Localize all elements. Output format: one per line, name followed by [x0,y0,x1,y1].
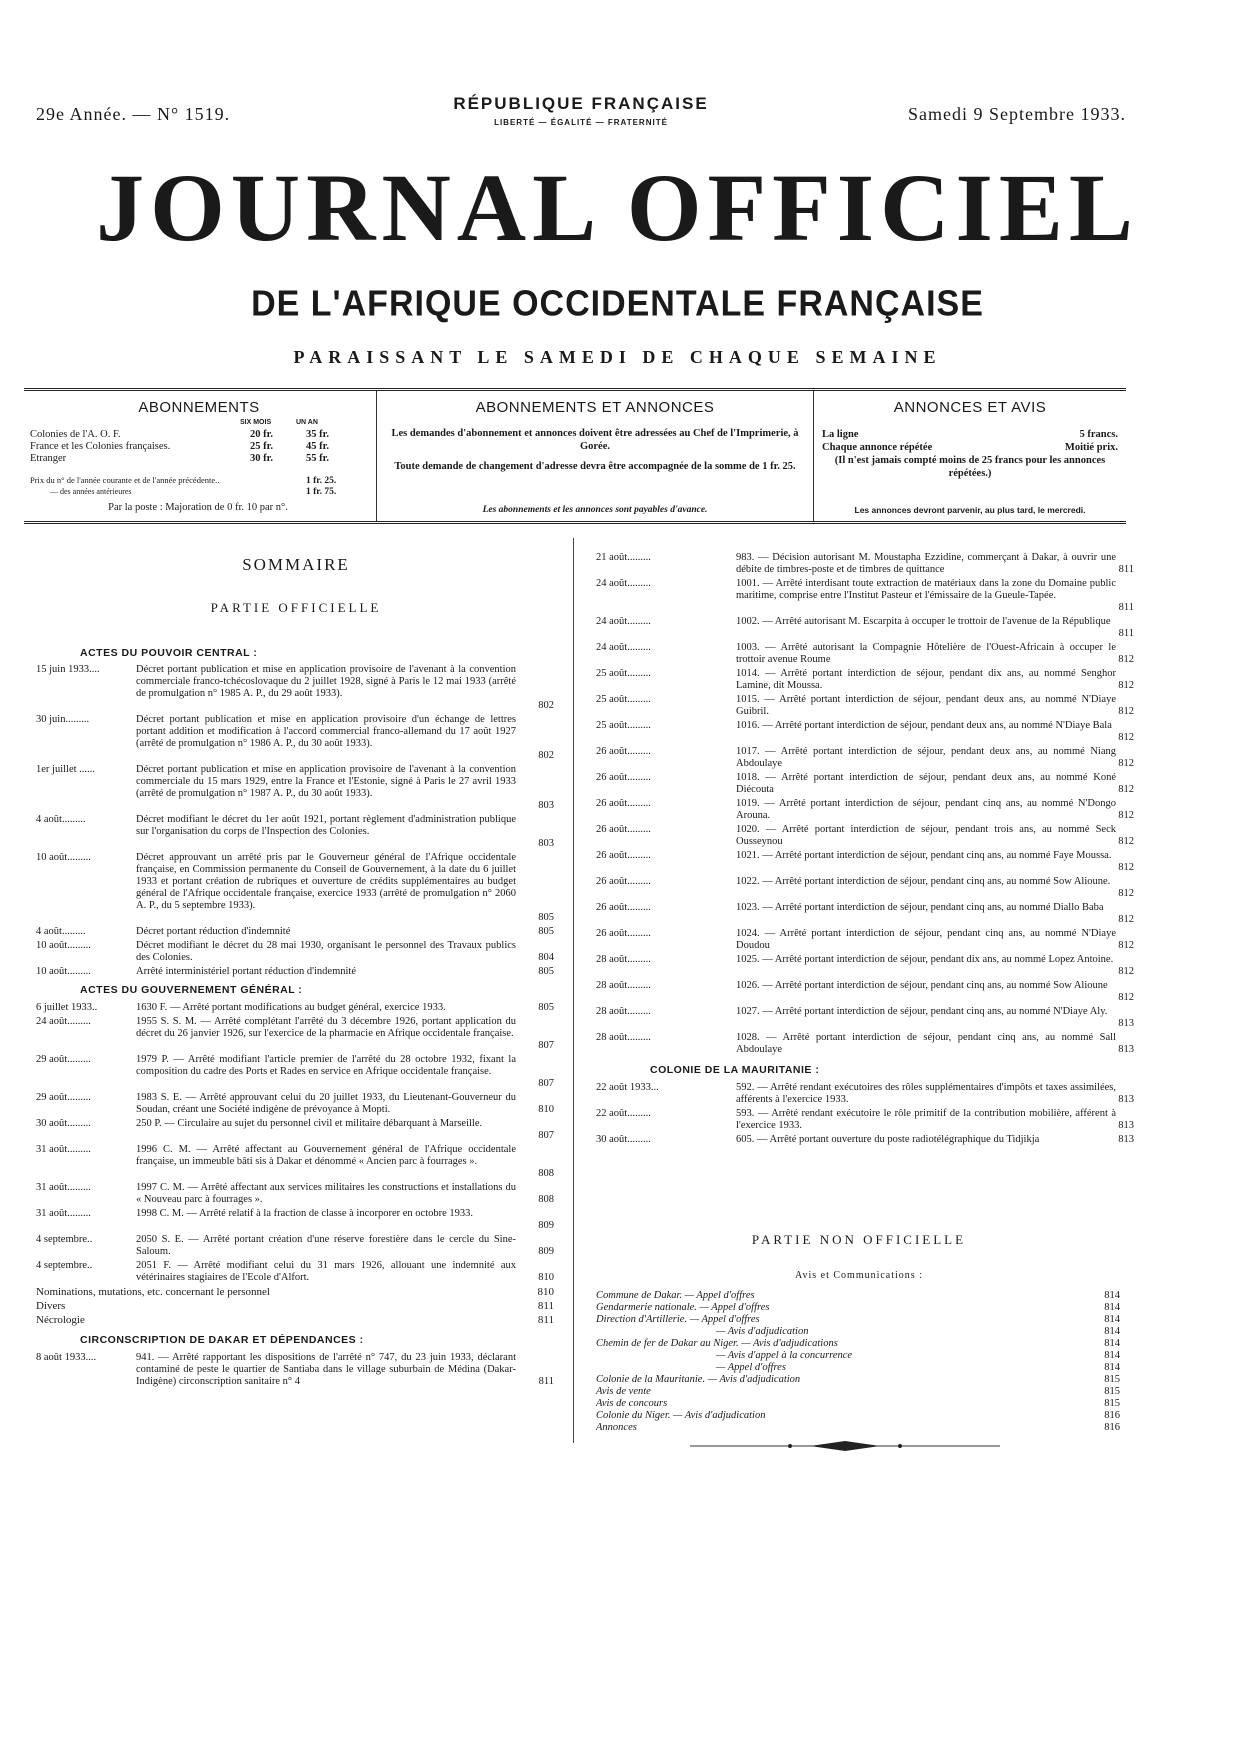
entry-page: 808 [538,1194,554,1205]
misc-entry [36,1314,564,1326]
sommaire-entry [36,664,564,712]
entry-date: 6 juillet 1933.. [36,1002,98,1013]
devise: LIBERTÉ — ÉGALITÉ — FRATERNITÉ [494,118,668,127]
entry-date: 30 août......... [36,1118,91,1129]
entry-text: Annonces [596,1422,637,1433]
sommaire-entry [36,852,564,924]
entry-date: 28 août......... [596,954,651,965]
entry-page: 805 [538,912,554,923]
sommaire-entry [596,720,1134,744]
sommaire-entry [596,616,1134,640]
entry-text: 1018. — Arrêté portant interdiction de séjour, pendant deux ans, au nommé Koné Diécouta [736,772,1116,795]
sommaire-entry [596,850,1134,874]
entry-text: 250 P. — Circulaire au sujet du personnel civil et militaire débarquant à Marseille. [136,1118,483,1129]
entry-date: 28 août......... [596,1032,651,1043]
changement-adresse: Toute demande de changement d'adresse devra être accompagnée de la somme de 1 fr. 25. [394,461,796,473]
journal-subtitle: DE L'AFRIQUE OCCIDENTALE FRANÇAISE [251,284,984,324]
section-dakar: CIRCONSCRIPTION DE DAKAR ET DÉPENDANCES : [80,1334,364,1346]
sommaire-entry [596,1032,1134,1056]
avis-entry [596,1326,1122,1338]
entry-page: 812 [1118,654,1134,665]
abonnements-annonces-column [376,391,814,521]
entry-date: 25 août......... [596,694,651,705]
entry-page: 803 [538,838,554,849]
entry-text: 1028. — Arrêté portant interdiction de séjour, pendant cinq ans, au nommé Sall Abdoulaye [736,1032,1116,1055]
avis-entry [596,1422,1122,1434]
partie-non-officielle-heading: PARTIE NON OFFICIELLE [751,1232,967,1247]
entry-date: 4 août......... [36,926,86,937]
entry-date: 26 août......... [596,824,651,835]
sommaire-entry [36,714,564,762]
entry-text: 1025. — Arrêté portant interdiction de séjour, pendant dix ans, au nommé Lopez Antoine. [736,954,1114,965]
sommaire-entry [596,902,1134,926]
sommaire-entry [36,1182,564,1206]
sommaire-entry [36,1260,564,1284]
entry-text: Décret portant publication et mise en application provisoire de l'avenant à la convention commerciale du 15 mars 1929, entre la France et l'Estonie, signé à Paris le 27 avril 1933 (arrêté de promulgation n° 1987 A. P., du 30 août 1933). [136,764,516,799]
avis-entry [596,1338,1122,1350]
entry-page: 814 [1104,1302,1120,1313]
entry-text: Avis de concours [596,1398,668,1409]
prix-numero: Prix du n° de l'année courante et de l'année précédente.. 1 fr. 25. [30,475,337,486]
sommaire-title: SOMMAIRE [242,555,350,574]
entry-text: Avis de vente [596,1386,651,1397]
entry-text: 1001. — Arrêté interdisant toute extraction de matériaux dans la zone du Domaine public maritime, comprise entre l'Institut Pasteur et l'émissaire de la Gueule-Tapée. [736,578,1116,601]
entry-date: 24 août......... [596,642,651,653]
entry-text: Commune de Dakar. — Appel d'offres [596,1290,755,1301]
entry-date: 31 août......... [36,1182,91,1193]
entry-page: 812 [1118,862,1134,873]
sommaire-entry [36,764,564,812]
sommaire-entry [596,824,1134,848]
section-mauritanie: COLONIE DE LA MAURITANIE : [650,1064,820,1076]
entry-text: Chemin de fer de Dakar au Niger. — Avis d'adjudications [596,1338,838,1349]
entry-date: 8 août 1933.... [36,1352,97,1363]
entry-date: 4 août......... [36,814,86,825]
entry-text: Direction d'Artillerie. — Appel d'offres [596,1314,760,1325]
sommaire-entry [596,876,1134,900]
sommaire-entry [596,552,1134,576]
sommaire-entry [596,578,1134,614]
sommaire-entry [596,1006,1134,1030]
entry-page: 812 [1118,992,1134,1003]
entry-date: 31 août......... [36,1144,91,1155]
entry-text: 1019. — Arrêté portant interdiction de séjour, pendant cinq ans, au nommé N'Dongo Arouna. [736,798,1116,821]
entry-text: 1630 F. — Arrêté portant modifications au budget général, exercice 1933. [136,1002,446,1013]
entry-text: 593. — Arrêté rendant exécutoire le rôle primitif de la contribution mobilière, afférent à l'exercice 1933. [736,1108,1116,1131]
entry-date: 30 juin......... [36,714,90,725]
sommaire-entry [36,940,564,964]
journal-title: JOURNAL OFFICIEL [96,154,1139,261]
republique-heading: RÉPUBLIQUE FRANÇAISE [453,94,709,113]
entry-page: 813 [1118,1094,1134,1105]
entry-page: 807 [538,1078,554,1089]
entry-date: 29 août......... [36,1054,91,1065]
entry-page: 813 [1118,1018,1134,1029]
entry-text: 1997 C. M. — Arrêté affectant aux services militaires les constructions et installations du « Nouveau parc à fourrages ». [136,1182,516,1205]
sommaire-entry [596,1082,1134,1106]
entry-page: 815 [1104,1374,1120,1385]
delai-annonces: Les annonces devront parvenir, au plus tard, le mercredi. [854,505,1086,515]
rate-row: Etranger 30 fr. 55 fr. [30,453,329,464]
adresse-text: Les demandes d'abonnement et annonces doivent être adressées au Chef de l'Imprimerie, à Gorée. [391,428,799,452]
entry-text: 2050 S. E. — Arrêté portant création d'une réserve forestière dans le cercle du Sine-Saloum. [136,1234,516,1257]
masthead-top [36,94,1126,134]
sommaire-entry [36,814,564,850]
entry-text: Arrêté interministériel portant réduction d'indemnité [136,966,356,977]
ligne-tarif: La ligne 5 francs. [822,429,1118,440]
entry-date: 22 août......... [596,1108,651,1119]
ornament-icon [690,1440,1000,1452]
entry-text: 1017. — Arrêté portant interdiction de séjour, pendant deux ans, au nommé Niang Abdoulaye [736,746,1116,769]
entry-page: 811 [538,1376,554,1387]
entry-text: Colonie de la Mauritanie. — Avis d'adjudication [596,1374,801,1385]
entry-date: 4 septembre.. [36,1260,93,1271]
entry-page: 805 [538,926,554,937]
sommaire-entry [36,1234,564,1258]
entry-page: 814 [1104,1326,1120,1337]
entry-date: 24 août......... [596,616,651,627]
entry-page: 814 [1104,1350,1120,1361]
sommaire-entry [36,1054,564,1090]
subscription-box [24,388,1126,524]
sommaire-entry [36,1118,564,1142]
entry-text: 1003. — Arrêté autorisant la Compagnie Hôtelière de l'Ouest-Africain à occuper le trottoir avenue Roume [736,642,1116,665]
entry-text: 1021. — Arrêté portant interdiction de séjour, pendant cinq ans, au nommé Faye Moussa. [736,850,1112,861]
entry-page: 811 [1118,628,1134,639]
entry-date: 4 septembre.. [36,1234,93,1245]
sommaire-entry [596,1108,1134,1132]
entry-text: Décret approuvant un arrêté pris par le Gouverneur général de l'Afrique occidentale française, en Commission permanente du Conseil de Gouvernement, à la date du 6 juillet 1933 et portant création de rubriques et ouverture de crédits supplémentaires au budget général de l'Afrique occidentale française, exercice 1933 (arrêté de promulgation n° 2060 A. P., du 5 septembre 1933). [136,852,516,911]
entry-text: 1979 P. — Arrêté modifiant l'article premier de l'arrêté du 28 octobre 1932, fixant la composition du cadre des Ports et Rades en service en Afrique occidentale française. [136,1054,516,1077]
avis-entry [596,1410,1122,1422]
entry-page: 811 [1118,602,1134,613]
entry-page: 815 [1104,1398,1120,1409]
un-an-head: UN AN [296,419,318,426]
avis-entry [596,1290,1122,1302]
sommaire-entry [36,1092,564,1116]
entry-date: 30 août......... [596,1134,651,1145]
entry-text: 941. — Arrêté rapportant les dispositions de l'arrêté n° 747, du 23 juin 1933, déclarant contaminé de peste le quartier de Santiaba dans le village suburbain de Médina (Dakar-Indigène) circonscription sanitaire n° 4 [136,1352,516,1387]
entry-page: 803 [538,800,554,811]
entry-text: 1016. — Arrêté portant interdiction de séjour, pendant deux ans, au nommé N'Diaye Bala [736,720,1112,731]
sommaire-entry [36,1016,564,1052]
entry-text: 1014. — Arrêté portant interdiction de séjour, pendant dix ans, au nommé Senghor Lamine, dit Moussa. [736,668,1116,691]
entry-text: Décret portant publication et mise en application provisoire d'un échange de lettres portant addition et modification à l'accord commercial franco-allemand du 17 août 1927 (arrêté de promulgation n° 1986 A. P., du 30 août 1933). [136,714,516,749]
avis-entry [596,1302,1122,1314]
issue-number: 29e Année. — N° 1519. [36,104,231,124]
entry-page: 814 [1104,1362,1120,1373]
entry-page: 807 [538,1130,554,1141]
avis-entry [596,1362,1122,1374]
entry-date: 26 août......... [596,876,651,887]
entry-date: 28 août......... [596,980,651,991]
entry-date: 26 août......... [596,902,651,913]
avis-entry [596,1386,1122,1398]
entry-page: 812 [1118,966,1134,977]
entry-text: 592. — Arrêté rendant exécutoires des rôles supplémentaires d'impôts et taxes assimilées, afférents à l'exercice 1933. [736,1082,1116,1105]
entry-page: 811 [537,1314,554,1326]
avis-heading: Avis et Communications : [795,1270,923,1281]
entry-page: 805 [538,966,554,977]
poste-majoration: Par la poste : Majoration de 0 fr. 10 par n°. [108,502,288,513]
entry-text: 1020. — Arrêté portant interdiction de séjour, pendant trois ans, au nommé Seck Ousseynou [736,824,1116,847]
minimum-note: (Il n'est jamais compté moins de 25 francs pour les annonces répétées.) [834,455,1106,480]
avis-entry [596,1350,1122,1362]
entry-text: 983. — Décision autorisant M. Moustapha Ezzidine, commerçant à Dakar, à ouvrir une débite de timbres-poste et de timbres de quittance [736,552,1116,575]
sommaire-entry [596,1134,1134,1146]
sommaire-entry [36,1352,564,1388]
payables-avance: Les abonnements et les annonces sont payables d'avance. [482,505,708,515]
entry-date: 24 août......... [36,1016,91,1027]
section-pouvoir-central: ACTES DU POUVOIR CENTRAL : [80,647,258,659]
entry-page: 807 [538,1040,554,1051]
sommaire-entry [36,966,564,978]
entry-text: Décret modifiant le décret du 1er août 1921, portant règlement d'administration publique sur l'organisation du corps de l'Inspection des Colonies. [136,814,516,837]
entry-page: 813 [1118,1134,1134,1145]
entry-page: 802 [538,700,554,711]
entry-date: 26 août......... [596,928,651,939]
entry-date: 26 août......... [596,798,651,809]
entry-text: 1024. — Arrêté portant interdiction de séjour, pendant cinq ans, au nommé N'Diaye Doudou [736,928,1116,951]
entry-text: 1002. — Arrêté autorisant M. Escarpita à occuper le trottoir de l'avenue de la République [736,616,1111,627]
entry-date: 25 août......... [596,668,651,679]
entry-date: 10 août......... [36,966,91,977]
rate-row: France et les Colonies françaises. 25 fr. 45 fr. [30,441,329,452]
sommaire-entry [596,746,1134,770]
entry-page: 812 [1118,784,1134,795]
entry-date: 21 août......... [596,552,651,563]
entry-page: 814 [1104,1290,1120,1301]
avis-entry [596,1398,1122,1410]
entry-date: 26 août......... [596,850,651,861]
misc-entry [36,1286,564,1298]
entry-text: Colonie du Niger. — Avis d'adjudication [596,1410,766,1421]
entry-page: 812 [1118,706,1134,717]
abonnements-annonces-heading: ABONNEMENTS ET ANNONCES [475,399,715,416]
entry-text: 1027. — Arrêté portant interdiction de séjour, pendant cinq ans, au nommé N'Diaye Aly. [736,1006,1108,1017]
entry-page: 816 [1104,1410,1120,1421]
entry-page: 812 [1118,758,1134,769]
entry-page: 815 [1104,1386,1120,1397]
entry-date: 28 août......... [596,1006,651,1017]
entry-text: Nécrologie [36,1314,85,1326]
entry-page: 813 [1118,1120,1134,1131]
entry-date: 22 août 1933... [596,1082,659,1093]
column-divider [573,538,574,1443]
abonnements-heading: ABONNEMENTS [138,399,260,416]
entry-date: 10 août......... [36,852,91,863]
six-mois-head: SIX MOIS [240,419,272,426]
entry-page: 808 [538,1168,554,1179]
entry-text: Nominations, mutations, etc. concernant le personnel [36,1286,270,1298]
entry-page: 812 [1118,940,1134,951]
entry-text: 1015. — Arrêté portant interdiction de séjour, pendant deux ans, au nommé N'Diaye Guibril. [736,694,1116,717]
sommaire-entry [36,1144,564,1180]
entry-text: — Avis d'appel à la concurrence [716,1350,853,1361]
sommaire-entry [596,798,1134,822]
entry-text: 1955 S. S. M. — Arrêté complétant l'arrêté du 3 décembre 1926, portant application du décret du 26 janvier 1926, sur l'exercice de la pharmacie en Afrique occidentale française. [136,1016,516,1039]
entry-page: 812 [1118,914,1134,925]
repetee-tarif: Chaque annonce répétée Moitié prix. [822,442,1118,454]
entry-page: 811 [537,1300,554,1312]
entry-page: 812 [1118,732,1134,743]
entry-text: 1998 C. M. — Arrêté relatif à la fraction de classe à incorporer en octobre 1933. [136,1208,474,1219]
publication-frequency: PARAISSANT LE SAMEDI DE CHAQUE SEMAINE [293,347,942,367]
entry-page: 805 [538,1002,554,1013]
entry-text: 605. — Arrêté portant ouverture du poste radiotélégraphique du Tidjikja [736,1134,1040,1145]
entry-text: 1022. — Arrêté portant interdiction de séjour, pendant cinq ans, au nommé Sow Alioune. [736,876,1111,887]
annonces-avis-column [814,391,1126,521]
entry-page: 809 [538,1220,554,1231]
prix-anterieures: — des années antérieures 1 fr. 75. [50,487,337,497]
entry-text: Décret portant réduction d'indemnité [136,926,291,937]
sommaire-entry [596,980,1134,1004]
entry-page: 813 [1118,1044,1134,1055]
section-gouvernement-general: ACTES DU GOUVERNEMENT GÉNÉRAL : [80,984,303,996]
entry-date: 31 août......... [36,1208,91,1219]
entry-page: 802 [538,750,554,761]
misc-entry [36,1300,564,1312]
entry-date: 26 août......... [596,746,651,757]
entry-page: 812 [1118,836,1134,847]
entry-text: — Appel d'offres [716,1362,786,1373]
issue-date: Samedi 9 Septembre 1933. [908,104,1126,124]
entry-page: 804 [538,952,554,963]
entry-text: Divers [36,1300,66,1312]
entry-text: Gendarmerie nationale. — Appel d'offres [596,1302,770,1313]
entry-page: 814 [1104,1338,1120,1349]
entry-date: 10 août......... [36,940,91,951]
entry-page: 810 [538,1272,554,1283]
entry-text: Décret portant publication et mise en application provisoire de l'avenant à la convention commerciale franco-tchécoslovaque du 2 juillet 1928, signé à Paris le 12 mai 1933 (arrêté de promulgation n° 1985 A. P., du 29 août 1933). [136,664,516,699]
rate-column-heads [240,419,352,426]
sommaire-entry [596,772,1134,796]
avis-entry [596,1374,1122,1386]
abonnements-column [24,391,374,521]
partie-officielle-heading: PARTIE OFFICIELLE [210,600,382,615]
sommaire-entry [596,694,1134,718]
sommaire-entry [596,954,1134,978]
sommaire-entry [36,926,564,938]
entry-date: 26 août......... [596,772,651,783]
entry-date: 1er juillet ...... [36,764,95,775]
entry-page: 816 [1104,1422,1120,1433]
entry-date: 29 août......... [36,1092,91,1103]
sommaire-entry [596,642,1134,666]
entry-text: 1026. — Arrêté portant interdiction de séjour, pendant cinq ans, au nommé Sow Alioune [736,980,1108,991]
entry-page: 811 [1118,564,1134,575]
entry-text: 1996 C. M. — Arrêté affectant au Gouvernement général de l'Afrique occidentale française, un immeuble bâti sis à Dakar et dénommé « Ancien parc à fourrages ». [136,1144,516,1167]
entry-page: 812 [1118,680,1134,691]
entry-date: 24 août......... [596,578,651,589]
entry-page: 812 [1118,810,1134,821]
sommaire-entry [596,928,1134,952]
entry-text: — Avis d'adjudication [716,1326,809,1337]
entry-page: 809 [538,1246,554,1257]
avis-entry [596,1314,1122,1326]
entry-page: 810 [538,1104,554,1115]
entry-page: 812 [1118,888,1134,899]
entry-text: 1983 S. E. — Arrêté approuvant celui du 20 juillet 1933, du Lieutenant-Gouverneur du Soudan, créant une Société indigène de prévoyance à Mopti. [136,1092,516,1115]
entry-date: 25 août......... [596,720,651,731]
entry-page: 814 [1104,1314,1120,1325]
entry-text: 1023. — Arrêté portant interdiction de séjour, pendant cinq ans, au nommé Diallo Baba [736,902,1104,913]
entry-text: 2051 F. — Arrêté modifiant celui du 31 mars 1926, allouant une indemnité aux vétérinaires stagiaires de l'Ecole d'Alfort. [136,1260,516,1283]
sommaire-entry [36,1002,564,1014]
entry-date: 15 juin 1933.... [36,664,100,675]
sommaire-entry [596,668,1134,692]
rate-row: Colonies de l'A. O. F. 20 fr. 35 fr. [30,429,329,440]
sommaire-entry [36,1208,564,1232]
annonces-avis-heading: ANNONCES ET AVIS [893,399,1047,416]
entry-text: Décret modifiant le décret du 28 mai 1930, organisant le personnel des Travaux publics des Colonies. [136,940,516,963]
entry-page: 810 [537,1286,554,1298]
